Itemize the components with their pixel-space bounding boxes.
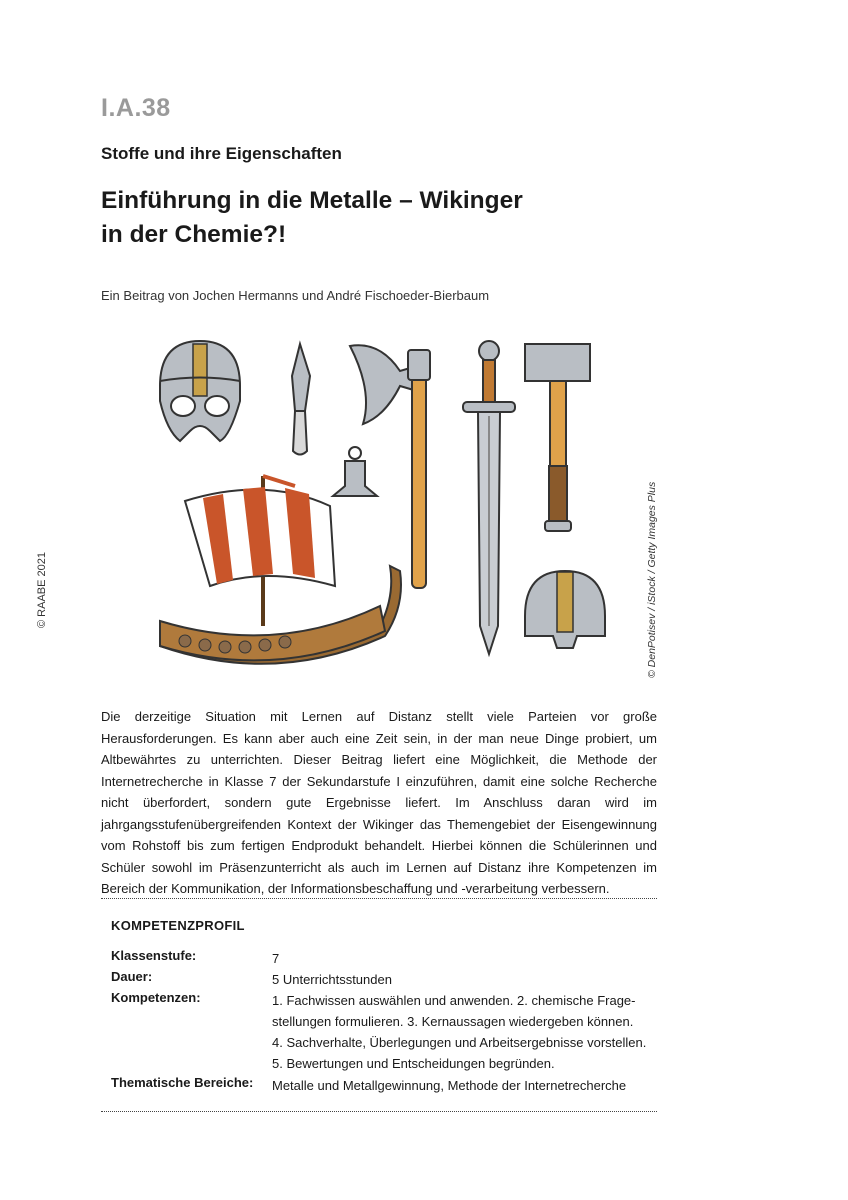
thema-value: Metalle und Metallgewinnung, Methode der Internetrecherche [272, 1078, 627, 1093]
kompetenzen-line: stellungen formulieren. 3. Kernaussagen wiedergeben können. [272, 1014, 634, 1029]
kompetenzen-line: 4. Sachverhalte, Überlegungen und Arbeitsergebnisse vorstellen. [272, 1035, 647, 1050]
title-line-2: in der Chemie?! [101, 221, 287, 248]
author-line: Ein Beitrag von Jochen Hermanns und André Fischoeder-Bierbaum [101, 288, 490, 303]
sword-icon [463, 341, 515, 654]
pendant-icon [333, 447, 377, 496]
section-subtitle: Stoffe und ihre Eigenschaften [101, 144, 342, 163]
profile-heading: KOMPETENZPROFIL [111, 918, 245, 933]
divider-bottom [101, 1111, 657, 1112]
viking-illustration [155, 336, 625, 676]
hammer-icon [525, 344, 590, 531]
kompetenzen-line: 1. Fachwissen auswählen und anwenden. 2. chemische Frage- [272, 993, 636, 1008]
helmet-icon [160, 341, 240, 441]
kompetenzen-value [272, 990, 652, 1074]
copyright-notice: © RAABE 2021 [36, 552, 48, 628]
kompetenzen-line: 5. Bewertungen und Entscheidungen begründen. [272, 1056, 555, 1071]
title-line-1: Einführung in die Metalle – Wikinger [101, 187, 523, 214]
page-title [101, 184, 621, 252]
document-code: I.A.38 [101, 94, 171, 122]
viking-ship-icon [160, 476, 401, 664]
dauer-value: 5 Unterrichtsstunden [272, 972, 392, 987]
kompetenzen-label: Kompetenzen: [111, 990, 201, 1005]
klassenstufe-value: 7 [272, 951, 280, 966]
divider-top [101, 898, 657, 899]
dauer-label: Dauer: [111, 969, 153, 984]
thema-label: Thematische Bereiche: [111, 1075, 254, 1090]
klassenstufe-label: Klassenstufe: [111, 948, 197, 963]
helmet-nasal-icon [525, 571, 605, 648]
intro-paragraph: Die derzeitige Situation mit Lernen auf Distanz stellt viele Parteien vor große Herausforderungen. Es kann aber auch eine Zeit sein, in der man neue Dinge probiert, um Altbewährtes zu unterrichten. Dieser Beitrag liefert eine Möglichkeit, die Methode der Internetrecherche in Klasse 7 der Sekundarstufe I einzuführen, damit eine solche Recherche nicht überfordert, sondern gute Ergebnisse liefert. Im Anschluss daran wird im jahrgangsstufenübergreifenden Kontext der Wikinger das Themengebiet der Eisengewinnung vom Rohstoff bis zum fertigen Endprodukt behandelt. Hierbei können die Schülerinnen und Schüler sowohl im Präsenzunterricht als auch im Lernen auf Distanz ihre Kompetenzen im Bereich der Kommunikation, der Informationsbeschaffung und -verarbeitung verbessern. [101, 709, 657, 896]
knife-icon [292, 344, 310, 455]
image-credit: © DenPotisev / iStock / Getty Images Plus [646, 481, 658, 678]
